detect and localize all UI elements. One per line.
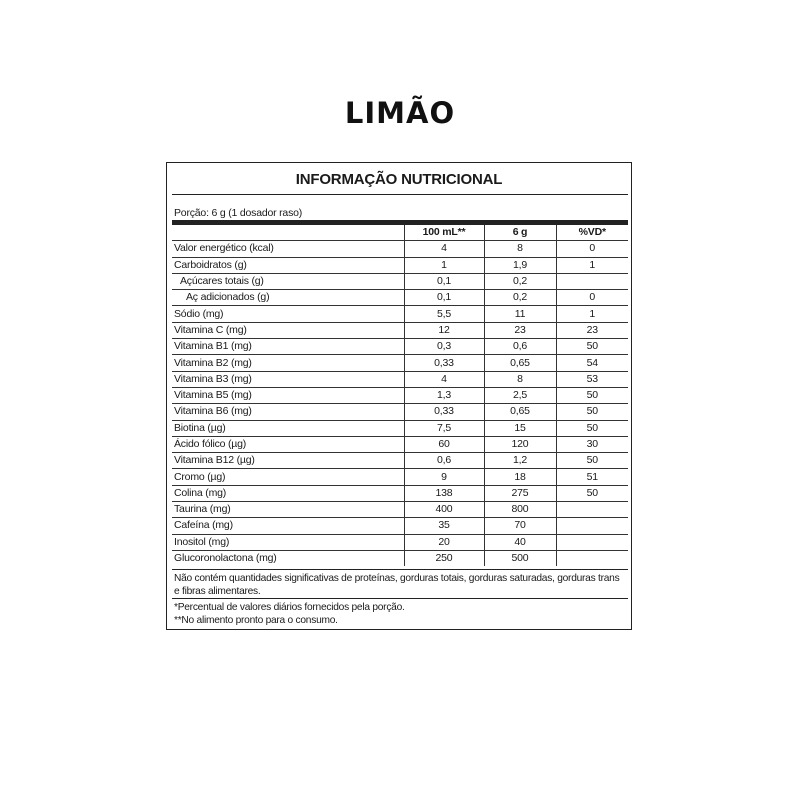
table-row xyxy=(172,241,628,257)
nutrient-name: Biotina (µg) xyxy=(172,420,404,436)
table-row xyxy=(172,273,628,289)
value-per-portion: 0,65 xyxy=(484,404,556,420)
value-per-100ml: 0,1 xyxy=(404,290,484,306)
nutrient-name: Cafeína (mg) xyxy=(172,518,404,534)
value-per-portion: 40 xyxy=(484,534,556,550)
nutrient-name: Vitamina B1 (mg) xyxy=(172,339,404,355)
nutrient-name: Cromo (µg) xyxy=(172,469,404,485)
value-per-100ml: 0,33 xyxy=(404,355,484,371)
value-per-100ml: 250 xyxy=(404,550,484,566)
value-per-portion: 500 xyxy=(484,550,556,566)
value-daily-percent xyxy=(556,534,628,550)
table-row xyxy=(172,290,628,306)
table-row xyxy=(172,534,628,550)
table-row xyxy=(172,469,628,485)
value-per-100ml: 0,1 xyxy=(404,273,484,289)
value-per-portion: 70 xyxy=(484,518,556,534)
value-per-100ml: 60 xyxy=(404,436,484,452)
value-daily-percent: 0 xyxy=(556,290,628,306)
table-row xyxy=(172,485,628,501)
value-per-portion: 800 xyxy=(484,502,556,518)
table-row xyxy=(172,550,628,566)
value-daily-percent: 23 xyxy=(556,322,628,338)
header-daily-value: %VD* xyxy=(556,225,628,241)
table-row xyxy=(172,322,628,338)
footnote-daily-value: *Percentual de valores diários fornecidos pela porção. xyxy=(174,602,405,613)
nutrient-name: Taurina (mg) xyxy=(172,502,404,518)
header-per-100ml: 100 mL** xyxy=(404,225,484,241)
table-row xyxy=(172,453,628,469)
value-per-portion: 18 xyxy=(484,469,556,485)
value-daily-percent: 30 xyxy=(556,436,628,452)
nutrition-table xyxy=(172,225,628,566)
value-per-portion: 11 xyxy=(484,306,556,322)
value-per-portion: 1,9 xyxy=(484,257,556,273)
nutrient-name: Aç adicionados (g) xyxy=(172,290,404,306)
value-per-100ml: 1 xyxy=(404,257,484,273)
flavor-title: LIMÃO xyxy=(344,96,456,130)
value-daily-percent: 1 xyxy=(556,257,628,273)
nutrient-name: Carboidratos (g) xyxy=(172,257,404,273)
value-per-portion: 275 xyxy=(484,485,556,501)
value-daily-percent: 0 xyxy=(556,241,628,257)
value-per-100ml: 20 xyxy=(404,534,484,550)
table-row xyxy=(172,420,628,436)
table-row xyxy=(172,387,628,403)
value-per-portion: 23 xyxy=(484,322,556,338)
header-nutrient xyxy=(172,225,404,241)
nutrient-name: Sódio (mg) xyxy=(172,306,404,322)
nutrient-name: Valor energético (kcal) xyxy=(172,241,404,257)
value-daily-percent xyxy=(556,273,628,289)
nutrient-name: Colina (mg) xyxy=(172,485,404,501)
value-per-portion: 8 xyxy=(484,371,556,387)
table-row xyxy=(172,306,628,322)
value-per-100ml: 0,6 xyxy=(404,453,484,469)
table-row xyxy=(172,502,628,518)
table-row xyxy=(172,371,628,387)
value-daily-percent: 1 xyxy=(556,306,628,322)
table-header-row xyxy=(172,225,628,241)
footnote-ready-to-drink: **No alimento pronto para o consumo. xyxy=(174,614,338,626)
header-per-portion: 6 g xyxy=(484,225,556,241)
table-row xyxy=(172,339,628,355)
value-per-100ml: 400 xyxy=(404,502,484,518)
not-significant-notice: Não contém quantidades significativas de proteínas, gorduras totais, gorduras saturadas, gorduras trans e fibras alimentares. xyxy=(174,573,620,597)
value-per-100ml: 1,3 xyxy=(404,387,484,403)
value-per-portion: 120 xyxy=(484,436,556,452)
nutrition-facts-label xyxy=(166,162,632,630)
nutrient-name: Vitamina B12 (µg) xyxy=(172,453,404,469)
table-bottom-divider xyxy=(172,569,628,570)
value-daily-percent: 50 xyxy=(556,387,628,403)
value-per-portion: 0,2 xyxy=(484,273,556,289)
value-per-portion: 15 xyxy=(484,420,556,436)
value-per-100ml: 5,5 xyxy=(404,306,484,322)
value-per-100ml: 35 xyxy=(404,518,484,534)
nutrient-name: Inositol (mg) xyxy=(172,534,404,550)
value-per-portion: 0,2 xyxy=(484,290,556,306)
value-daily-percent: 53 xyxy=(556,371,628,387)
value-per-portion: 8 xyxy=(484,241,556,257)
footnotes xyxy=(174,602,626,627)
nutrient-name: Glucoronolactona (mg) xyxy=(174,552,277,565)
nutrient-name: Vitamina B6 (mg) xyxy=(172,404,404,420)
table-row xyxy=(172,404,628,420)
nutrient-name: Vitamina B3 (mg) xyxy=(172,371,404,387)
nutrient-name: Vitamina B5 (mg) xyxy=(172,387,404,403)
table-row xyxy=(172,257,628,273)
portion-size: Porção: 6 g (1 dosador raso) xyxy=(174,207,303,219)
table-row xyxy=(172,355,628,371)
value-per-100ml: 9 xyxy=(404,469,484,485)
value-daily-percent: 50 xyxy=(556,420,628,436)
value-daily-percent xyxy=(556,518,628,534)
table-row xyxy=(172,518,628,534)
value-per-100ml: 138 xyxy=(404,485,484,501)
nutrition-rows xyxy=(172,241,628,566)
nutrient-name: Vitamina B2 (mg) xyxy=(172,355,404,371)
nutrient-name: Açúcares totais (g) xyxy=(172,273,404,289)
value-per-100ml: 0,3 xyxy=(404,339,484,355)
value-daily-percent: 50 xyxy=(556,453,628,469)
value-daily-percent xyxy=(556,550,628,566)
value-per-100ml: 4 xyxy=(404,371,484,387)
value-daily-percent: 50 xyxy=(556,485,628,501)
table-row xyxy=(172,436,628,452)
value-daily-percent: 51 xyxy=(556,469,628,485)
value-daily-percent xyxy=(556,502,628,518)
nutrient-name: Vitamina C (mg) xyxy=(172,322,404,338)
value-per-portion: 2,5 xyxy=(484,387,556,403)
value-per-100ml: 0,33 xyxy=(404,404,484,420)
value-per-portion: 0,6 xyxy=(484,339,556,355)
value-per-portion: 0,65 xyxy=(484,355,556,371)
footnote-divider xyxy=(172,598,628,599)
value-per-100ml: 7,5 xyxy=(404,420,484,436)
label-heading: INFORMAÇÃO NUTRICIONAL xyxy=(295,171,503,188)
nutrient-name: Ácido fólico (µg) xyxy=(172,436,404,452)
value-daily-percent: 50 xyxy=(556,339,628,355)
value-daily-percent: 54 xyxy=(556,355,628,371)
heading-divider xyxy=(172,194,628,195)
value-per-100ml: 4 xyxy=(404,241,484,257)
value-per-portion: 1,2 xyxy=(484,453,556,469)
value-daily-percent: 50 xyxy=(556,404,628,420)
value-per-100ml: 12 xyxy=(404,322,484,338)
